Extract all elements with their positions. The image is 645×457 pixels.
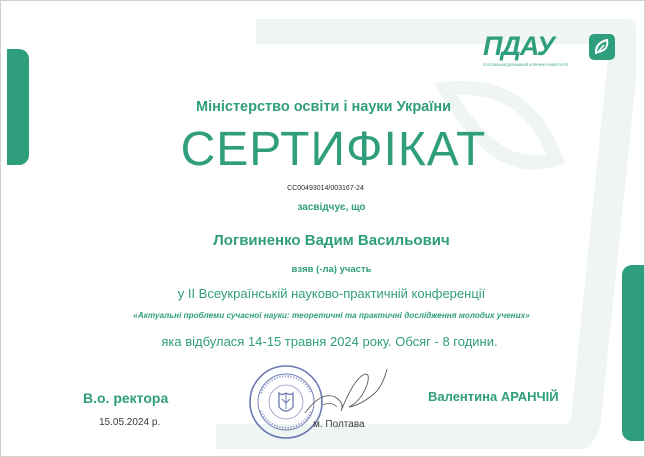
recipient-name: Логвиненко Вадим Васильович [213,232,450,249]
issue-city: м. Полтава [313,419,365,430]
signatory-name: Валентина АРАНЧІЙ [428,389,559,404]
participation-text: взяв (-ла) участь [291,264,372,275]
certifies-text: засвідчує, що [297,202,366,213]
signature-icon [301,361,391,421]
rector-title: В.о. ректора [83,390,169,406]
logo-subtitle: ПОЛТАВСЬКИЙ ДЕРЖАВНИЙ АГРАРНИЙ УНІВЕРСИТЕТ [483,63,569,67]
conference-topic: «Актуальні проблеми сучасної науки: теоретичні та практичні дослідження молодих учених» [133,311,530,320]
conference-name: у ІІ Всеукраїнській науково-практичній конференції [177,286,486,301]
logo-wordmark: ПДАУ [483,31,555,61]
certificate-number: СС00493014/003167-24 [287,185,364,192]
ministry-heading: Міністерство освіти і науки України [195,99,451,115]
university-logo [481,31,621,71]
issue-date: 15.05.2024 р. [99,417,161,428]
event-details: яка відбулася 14-15 травня 2024 року. Обсяг - 8 години. [161,334,498,349]
certificate-title: СЕРТИФІКАТ [180,123,487,176]
leaf-icon [589,34,615,60]
